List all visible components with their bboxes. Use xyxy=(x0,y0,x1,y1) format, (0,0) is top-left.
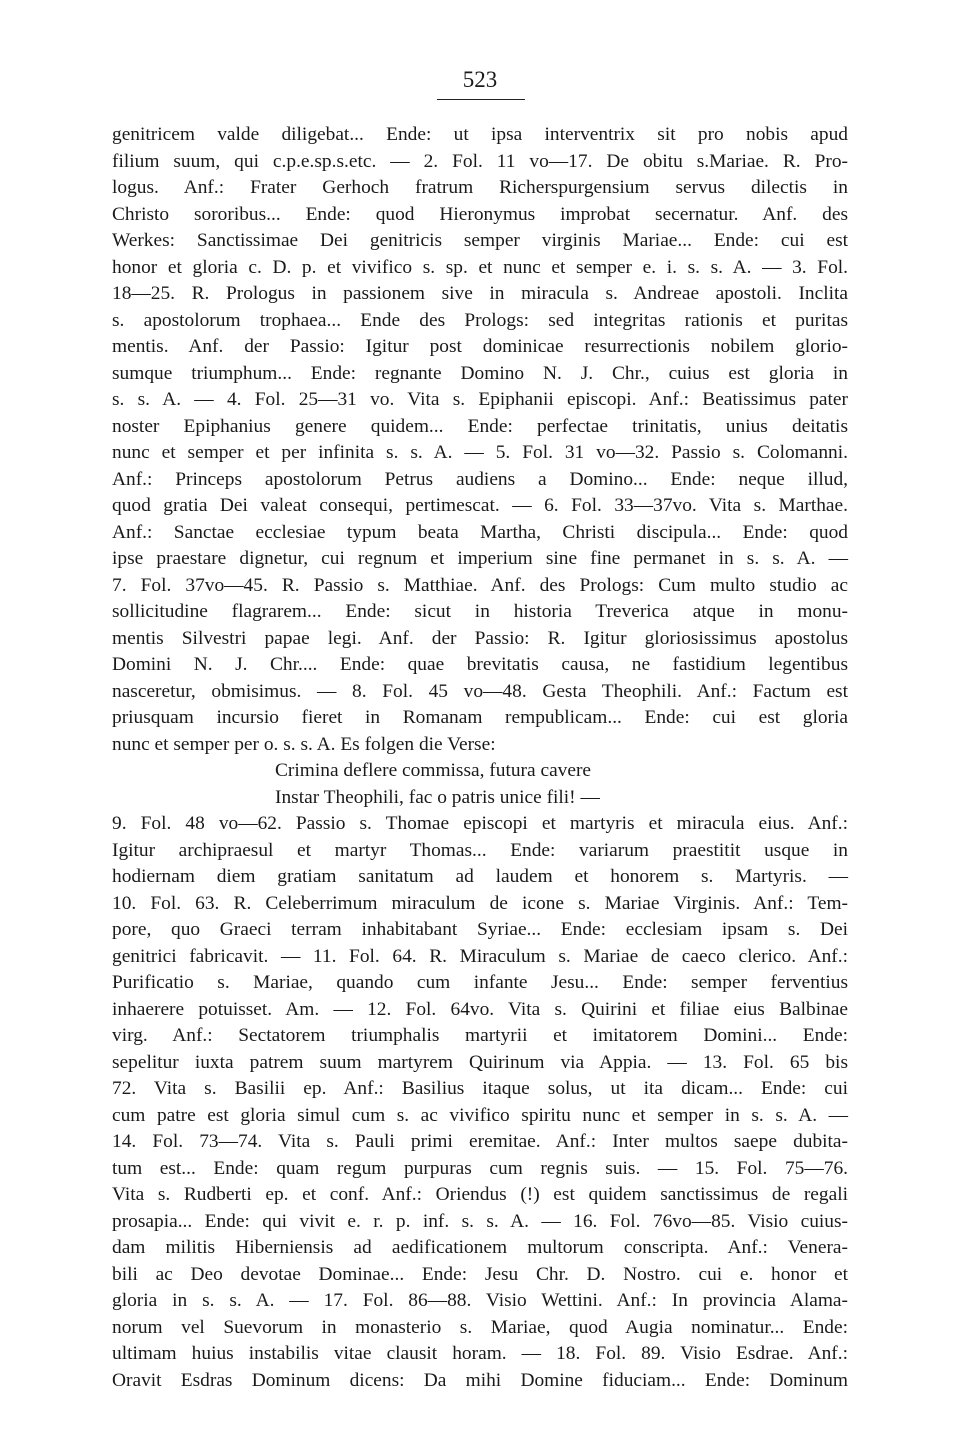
text-line: Vita s. Rudberti ep. et conf. Anf.: Oriendus (!) est quidem sanctissimus de regali xyxy=(112,1184,848,1205)
text-line: gloria in s. s. A. — 17. Fol. 86—88. Visio Wettini. Anf.: In provincia Alama- xyxy=(112,1290,848,1311)
text-line: hodiernam diem gratiam sanitatum ad laudem et honorem s. Martyris. — xyxy=(112,866,848,887)
text-line: sollicitudine flagrarem... Ende: sicut in historia Treverica atque in monu- xyxy=(112,601,848,622)
text-line: Domini N. J. Chr.... Ende: quae brevitatis causa, ne fastidium legentibus xyxy=(112,654,848,675)
text-line: pore, quo Graeci terram inhabitabant Syriae... Ende: ecclesiam ipsam s. Dei xyxy=(112,919,848,940)
text-line: inhaerere potuisset. Am. — 12. Fol. 64vo. Vita s. Quirini et filiae eius Balbinae xyxy=(112,998,848,1020)
text-line: dam militis Hiberniensis ad aedificationem multorum conscripta. Anf.: Venera- xyxy=(112,1237,848,1258)
text-line: virg. Anf.: Sectatorem triumphalis martyrii et imitatorem Domini... Ende: xyxy=(112,1025,848,1046)
text-line: 14. Fol. 73—74. Vita s. Pauli primi eremitae. Anf.: Inter multos saepe dubita- xyxy=(112,1131,848,1152)
text-line: cum patre est gloria simul cum s. ac vivifico spiritu nunc et semper in s. s. A. — xyxy=(112,1104,848,1126)
text-line: nasceretur, obmisimus. — 8. Fol. 45 vo—48. Gesta Theophili. Anf.: Factum est xyxy=(112,680,848,702)
text-line: 18—25. R. Prologus in passionem sive in miracula s. Andreae apostoli. Inclita xyxy=(112,283,848,304)
text-line: s. apostolorum trophaea... Ende des Prologs: sed integritas rationis et puritas xyxy=(112,309,848,331)
body-text xyxy=(112,122,848,1394)
text-line: ipse praestare dignetur, cui regnum et imperium sine fine permanet in s. s. A. — xyxy=(112,548,848,569)
text-line: s. s. A. — 4. Fol. 25—31 vo. Vita s. Epiphanii episcopi. Anf.: Beatissimus pater xyxy=(112,389,848,410)
text-line: genitricem valde diligebat... Ende: ut ipsa interventrix sit pro nobis apud xyxy=(112,124,848,145)
text-line: 72. Vita s. Basilii ep. Anf.: Basilius itaque solus, ut ita dicam... Ende: cui xyxy=(112,1078,848,1099)
text-line: 9. Fol. 48 vo—62. Passio s. Thomae episcopi et martyris et miracula eius. Anf.: xyxy=(112,813,848,834)
text-line: logus. Anf.: Frater Gerhoch fratrum Richerspurgensium servus dilectis in xyxy=(112,177,848,198)
text-line: Christo sororibus... Ende: quod Hieronymus improbat secernatur. Anf. des xyxy=(112,203,848,225)
text-line: Werkes: Sanctissimae Dei genitricis semper virginis Mariae... Ende: cui est xyxy=(112,230,848,251)
text-line: Anf.: Sanctae ecclesiae typum beata Martha, Christi discipula... Ende: quod xyxy=(112,521,848,543)
text-line: mentis Silvestri papae legi. Anf. der Passio: R. Igitur gloriosissimus apostolus xyxy=(112,627,848,649)
text-line: nunc et semper per o. s. s. A. Es folgen die Verse: xyxy=(112,733,496,755)
header-rule xyxy=(437,99,525,100)
text-line: 10. Fol. 63. R. Celeberrimum miraculum de icone s. Mariae Virginis. Anf.: Tem- xyxy=(112,892,848,914)
text-line: norum vel Suevorum in monasterio s. Mariae, quod Augia nominatur... Ende: xyxy=(112,1316,848,1338)
text-line: bili ac Deo devotae Dominae... Ende: Jesu Chr. D. Nostro. cui e. honor et xyxy=(112,1263,848,1285)
text-line: sumque triumphum... Ende: regnante Domino N. J. Chr., cuius est gloria in xyxy=(112,362,848,384)
text-line: filium suum, qui c.p.e.sp.s.etc. — 2. Fol. 11 vo—17. De obitu s.Mariae. R. Pro- xyxy=(112,150,848,172)
text-line: tum est... Ende: quam regum purpuras cum regnis suis. — 15. Fol. 75—76. xyxy=(112,1157,848,1179)
text-line: 7. Fol. 37vo—45. R. Passio s. Matthiae. Anf. des Prologs: Cum multo studio ac xyxy=(112,574,848,596)
text-line: Anf.: Princeps apostolorum Petrus audiens a Domino... Ende: neque illud, xyxy=(112,468,848,490)
text-line: honor et gloria c. D. p. et vivifico s. sp. et nunc et semper e. i. s. s. A. — 3. Fol. xyxy=(112,256,848,278)
text-line: priusquam incursio fieret in Romanam rempublicam... Ende: cui est gloria xyxy=(112,707,848,728)
text-line: nunc et semper et per infinita s. s. A. — 5. Fol. 31 vo—32. Passio s. Colomanni. xyxy=(112,442,848,463)
text-line: quod gratia Dei valeat consequi, pertimescat. — 6. Fol. 33—37vo. Vita s. Marthae. xyxy=(112,495,848,516)
verse-line: Crimina deflere commissa, futura cavere xyxy=(275,760,592,781)
text-line: sepelitur iuxta patrem suum martyrem Quirinum via Appia. — 13. Fol. 65 bis xyxy=(112,1051,848,1073)
text-line: Oravit Esdras Dominum dicens: Da mihi Domine fiduciam... Ende: Dominum xyxy=(112,1369,848,1391)
page-number: 523 xyxy=(462,67,498,92)
text-line: ultimam huius instabilis vitae clausit horam. — 18. Fol. 89. Visio Esdrae. Anf.: xyxy=(112,1343,848,1364)
text-line: genitrici fabricavit. — 11. Fol. 64. R. Miraculum s. Mariae de caeco clerico. Anf.: xyxy=(112,945,848,967)
text-line: noster Epiphanius genere quidem... Ende: perfectae trinitatis, unius deitatis xyxy=(112,415,848,437)
text-line: Purificatio s. Mariae, quando cum infante Jesu... Ende: semper ferventius xyxy=(112,972,848,993)
text-line: mentis. Anf. der Passio: Igitur post dominicae resurrectionis nobilem glorio- xyxy=(112,336,848,357)
text-line: Igitur archipraesul et martyr Thomas... Ende: variarum praestitit usque in xyxy=(112,839,848,861)
text-line: prosapia... Ende: qui vivit e. r. p. inf. s. s. A. — 16. Fol. 76vo—85. Visio cuius- xyxy=(112,1210,848,1232)
verse-line: Instar Theophili, fac o patris unice fili! — xyxy=(275,786,600,808)
